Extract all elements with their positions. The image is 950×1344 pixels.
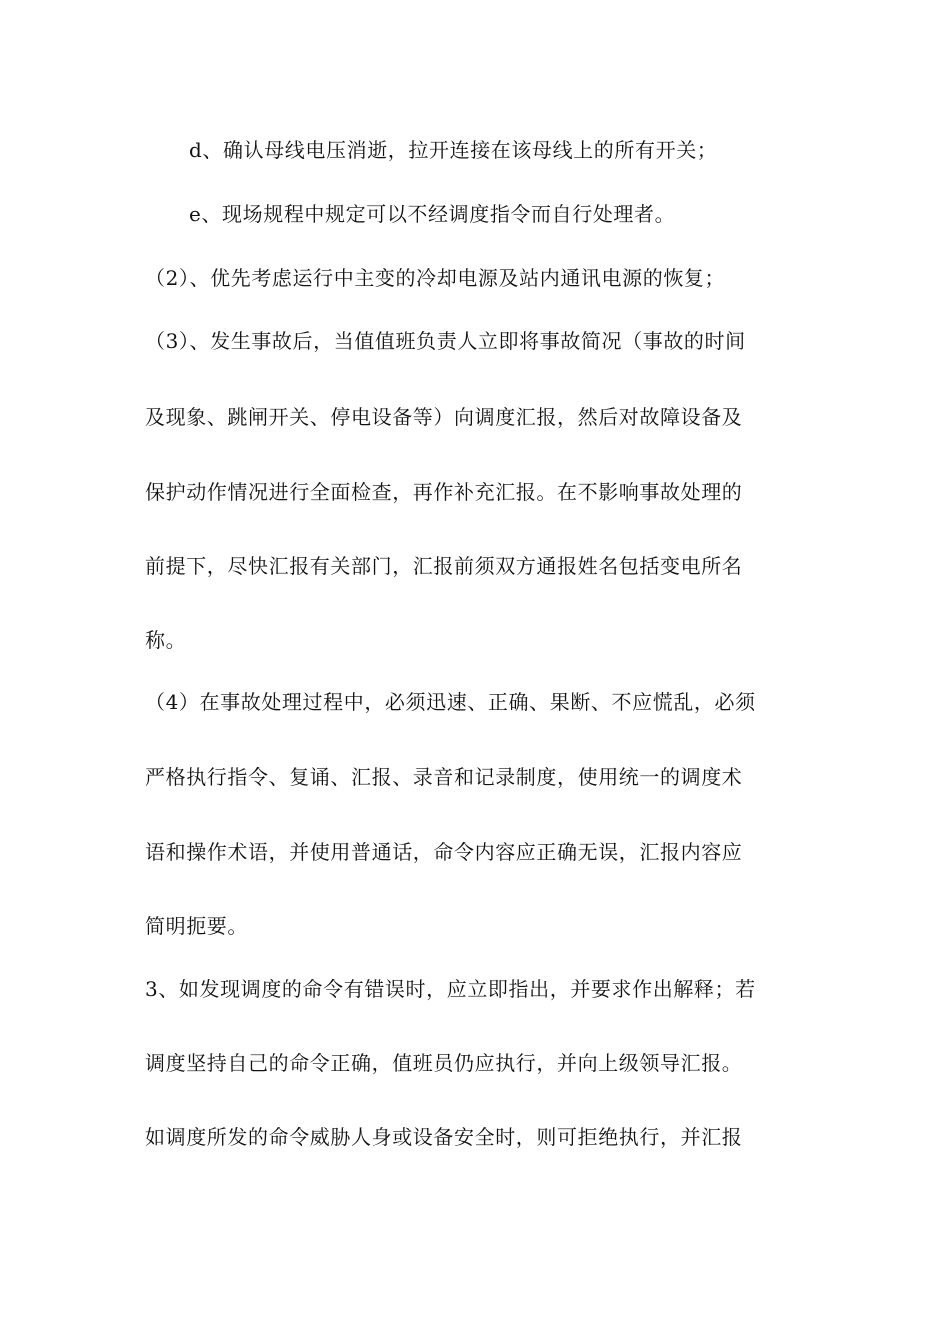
text-line: d、确认母线电压消逝，拉开连接在该母线上的所有开关； xyxy=(189,138,718,162)
text-line: 称。 xyxy=(145,628,187,652)
text-line: （3）、发生事故后，当值值班负责人立即将事故简况（事故的时间 xyxy=(145,329,746,353)
text-line: 3、如发现调度的命令有错误时，应立即指出，并要求作出解释；若 xyxy=(145,977,756,1001)
text-line: 保护动作情况进行全面检查，再作补充汇报。在不影响事故处理的 xyxy=(145,480,743,504)
text-line: 严格执行指令、复诵、汇报、录音和记录制度，使用统一的调度术 xyxy=(145,765,743,789)
text-line: 简明扼要。 xyxy=(145,914,248,938)
text-line: （4）在事故处理过程中，必须迅速、正确、果断、不应慌乱，必须 xyxy=(145,690,756,714)
text-line: e、现场规程中规定可以不经调度指令而自行处理者。 xyxy=(189,202,676,226)
text-line: 语和操作术语，并使用普通话，命令内容应正确无误，汇报内容应 xyxy=(145,840,743,864)
text-line: 前提下，尽快汇报有关部门，汇报前须双方通报姓名包括变电所名 xyxy=(145,554,743,578)
text-line: 如调度所发的命令威胁人身或设备安全时，则可拒绝执行，并汇报 xyxy=(145,1125,743,1149)
text-line: 及现象、跳闸开关、停电设备等）向调度汇报，然后对故障设备及 xyxy=(145,405,743,429)
text-line: 调度坚持自己的命令正确，值班员仍应执行，并向上级领导汇报。 xyxy=(145,1051,743,1075)
text-line: （2）、优先考虑运行中主变的冷却电源及站内通讯电源的恢复； xyxy=(145,266,726,290)
